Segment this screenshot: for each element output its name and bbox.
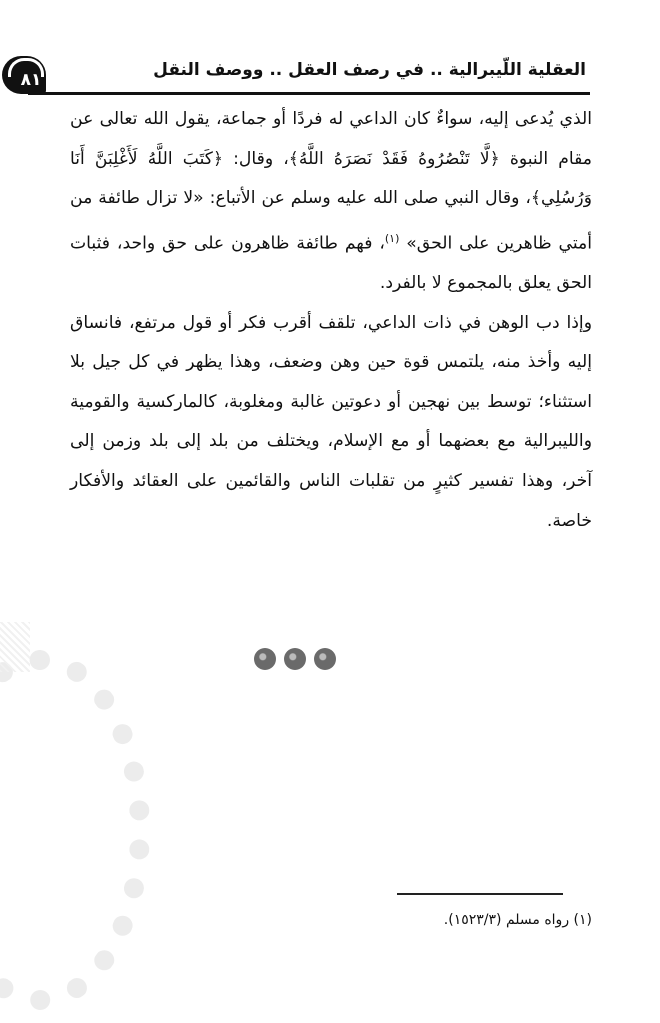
text-segment: ، وقال النبي صلى الله عليه وسلم عن الأتباع: «لا تزال طائفة من أمتي ظاهرين على الحق» — [70, 188, 593, 254]
quran-verse: ﴿كَتَبَ اللَّهُ لَأَغْلِبَنَّ أَنَا وَرُسُلِي﴾ — [70, 148, 592, 209]
section-end-ornament — [254, 648, 336, 672]
paragraph-2: وإذا دب الوهن في ذات الداعي، تلقف أقرب فكر أو قول مرتفع، فانساق إليه وأخذ منه، يلتمس قوة حين وهن وضعف، وهذا يظهر في كل جيل بلا استثناء؛ توسط بين نهجين أو دعوتين غالبة ومغلوبة، كالماركسية والقومية والليبرالية مع بعضهما أو مع الإسلام، ويختلف من بلد إلى بلد وزمن إلى آخر، وهذا تفسير كثيرٍ من تقلبات الناس والقائمين على العقائد والأفكار خاصة. — [70, 312, 592, 531]
quran-verse: ﴿لَّا تَنْصُرُوهُ فَقَدْ نَصَرَهُ اللَّهُ﴾ — [288, 148, 500, 169]
text-segment: ، فهم طائفة ظاهرون على حق واحد، فثبات الحق يعلق بالمجموع لا بالفرد. — [70, 233, 592, 294]
footnote-separator — [397, 893, 563, 895]
background-pattern — [0, 622, 30, 672]
page-header — [0, 52, 620, 98]
header-rule — [28, 92, 590, 95]
page-number: ٨١ — [20, 70, 42, 90]
text-segment: ، وقال: — [223, 148, 289, 169]
footnote-reference: (١) — [384, 231, 400, 245]
main-text — [70, 100, 592, 541]
paragraph-1 — [70, 100, 592, 304]
running-title: العقلية اللّيبرالية .. في رصف العقل .. ووصف النقل — [153, 60, 586, 80]
text-segment: الذي يُدعى إليه، سواءٌ كان الداعي له فردًا أو جماعة، يقول الله تعالى عن مقام النبوة — [70, 109, 592, 169]
ornament-dot-icon — [254, 648, 276, 670]
background-watermark — [0, 650, 150, 1010]
footnote: (١) رواه مسلم (١٥٢٣/٣). — [443, 912, 592, 928]
ornament-dot-icon — [314, 648, 336, 670]
page-number-badge — [2, 56, 46, 94]
ornament-dot-icon — [284, 648, 306, 670]
